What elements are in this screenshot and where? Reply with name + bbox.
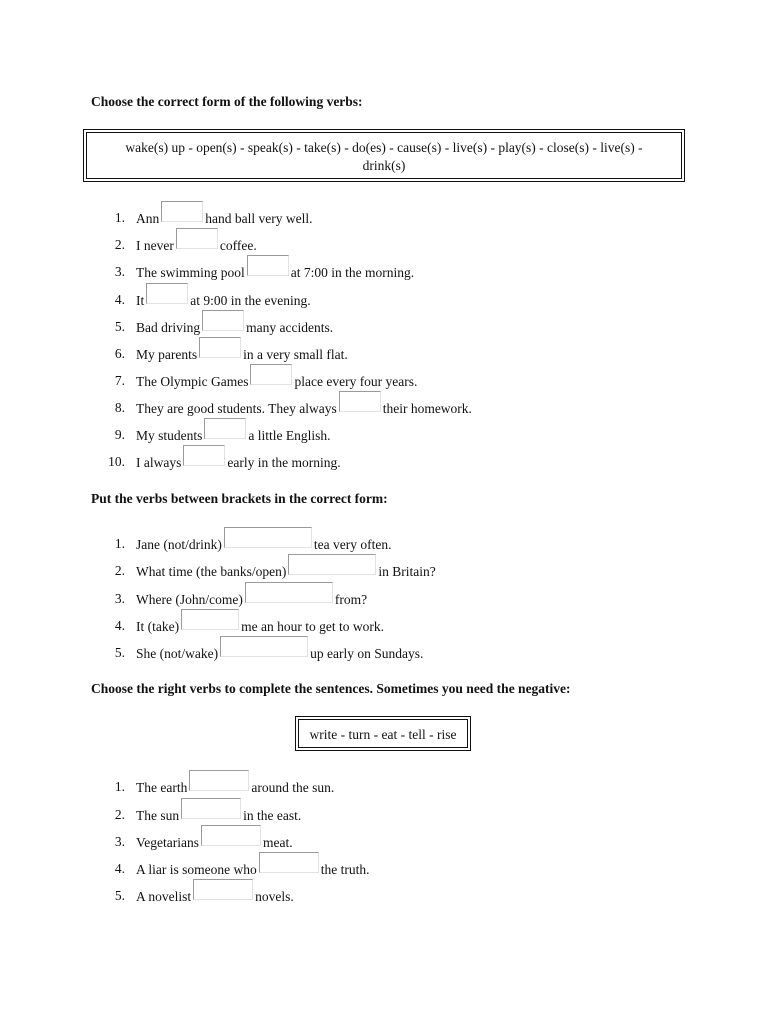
item-before: The swimming pool bbox=[136, 265, 245, 280]
item-before: Vegetarians bbox=[136, 835, 199, 850]
answer-input[interactable] bbox=[245, 582, 333, 603]
answer-input[interactable] bbox=[339, 391, 381, 412]
item-text bbox=[136, 534, 391, 555]
item-after: around the sun. bbox=[251, 780, 335, 795]
item-before: Where (John/come) bbox=[136, 592, 243, 607]
item-text bbox=[136, 452, 341, 473]
item-after: many accidents. bbox=[246, 320, 334, 335]
item-number: 2. bbox=[114, 237, 125, 252]
item-number: 6. bbox=[114, 346, 125, 361]
answer-input[interactable] bbox=[161, 201, 203, 222]
word-bank-box bbox=[295, 716, 471, 751]
word-bank-line: write - turn - eat - tell - rise bbox=[309, 727, 457, 742]
item-number: 9. bbox=[114, 427, 125, 442]
answer-input[interactable] bbox=[181, 798, 241, 819]
item-after: up early on Sundays. bbox=[310, 646, 424, 661]
item-text bbox=[136, 425, 331, 446]
item-number: 5. bbox=[114, 645, 125, 660]
item-before: A liar is someone who bbox=[136, 862, 257, 877]
item-number: 3. bbox=[114, 591, 125, 606]
item-number: 3. bbox=[114, 834, 125, 849]
answer-input[interactable] bbox=[250, 364, 292, 385]
item-after: tea very often. bbox=[313, 537, 392, 552]
item-text bbox=[136, 235, 257, 256]
item-text bbox=[136, 371, 417, 392]
item-number: 5. bbox=[114, 888, 125, 903]
item-before: A novelist bbox=[136, 889, 192, 904]
answer-input[interactable] bbox=[220, 636, 308, 657]
answer-input[interactable] bbox=[288, 554, 376, 575]
item-before: I never bbox=[136, 238, 174, 253]
item-before: I always bbox=[136, 455, 182, 470]
word-bank-box bbox=[83, 129, 685, 182]
item-after: in a very small flat. bbox=[243, 347, 348, 362]
item-number: 4. bbox=[114, 861, 125, 876]
item-number: 4. bbox=[114, 292, 125, 307]
item-text bbox=[136, 561, 436, 582]
item-text bbox=[136, 344, 348, 365]
item-after: early in the morning. bbox=[227, 455, 341, 470]
item-after: meat. bbox=[262, 835, 293, 850]
item-number: 2. bbox=[114, 563, 125, 578]
item-after: in Britain? bbox=[378, 564, 436, 579]
item-before: The sun bbox=[136, 808, 180, 823]
answer-input[interactable] bbox=[224, 527, 312, 548]
item-text bbox=[136, 317, 333, 338]
word-bank-inner bbox=[298, 719, 468, 748]
answer-input[interactable] bbox=[183, 445, 225, 466]
item-after: the truth. bbox=[320, 862, 370, 877]
item-number: 8. bbox=[114, 400, 125, 415]
item-number: 4. bbox=[114, 618, 125, 633]
item-after: in the east. bbox=[243, 808, 302, 823]
item-after: coffee. bbox=[219, 238, 257, 253]
item-after: place every four years. bbox=[294, 374, 418, 389]
answer-input[interactable] bbox=[181, 609, 239, 630]
item-text bbox=[136, 589, 367, 610]
answer-input[interactable] bbox=[189, 770, 249, 791]
item-before: The earth bbox=[136, 780, 188, 795]
item-after: their homework. bbox=[382, 401, 472, 416]
section3-heading: Choose the right verbs to complete the sentences. Sometimes you need the negative: bbox=[91, 681, 571, 696]
item-text bbox=[136, 832, 293, 853]
item-text bbox=[136, 208, 312, 229]
item-before: Ann bbox=[136, 211, 160, 226]
word-bank-inner bbox=[86, 132, 682, 179]
item-number: 1. bbox=[114, 536, 125, 551]
item-after: hand ball very well. bbox=[205, 211, 313, 226]
item-number: 3. bbox=[114, 264, 125, 279]
item-text bbox=[136, 777, 334, 798]
word-bank-line: wake(s) up - open(s) - speak(s) - take(s) - do(es) - cause(s) - live(s) - play(s) - close(s) - live(s) - bbox=[125, 140, 643, 155]
item-before: My students bbox=[136, 428, 203, 443]
answer-input[interactable] bbox=[247, 255, 289, 276]
item-after: me an hour to get to work. bbox=[241, 619, 384, 634]
item-after: novels. bbox=[255, 889, 294, 904]
item-number: 10. bbox=[108, 454, 125, 469]
item-text bbox=[136, 398, 472, 419]
answer-input[interactable] bbox=[199, 337, 241, 358]
item-text bbox=[136, 886, 294, 907]
item-number: 1. bbox=[114, 210, 125, 225]
word-bank-line: drink(s) bbox=[362, 158, 406, 173]
item-before: Jane (not/drink) bbox=[136, 537, 222, 552]
answer-input[interactable] bbox=[176, 228, 218, 249]
item-before: Bad driving bbox=[136, 320, 201, 335]
answer-input[interactable] bbox=[204, 418, 246, 439]
item-before: It bbox=[136, 293, 145, 308]
item-text bbox=[136, 643, 423, 664]
item-text bbox=[136, 859, 370, 880]
section2-heading: Put the verbs between brackets in the correct form: bbox=[91, 491, 388, 506]
item-before: She (not/wake) bbox=[136, 646, 219, 661]
section1-heading: Choose the correct form of the following verbs: bbox=[91, 94, 363, 109]
item-number: 5. bbox=[114, 319, 125, 334]
answer-input[interactable] bbox=[259, 852, 319, 873]
answer-input[interactable] bbox=[201, 825, 261, 846]
item-after: at 7:00 in the morning. bbox=[290, 265, 415, 280]
item-before: My parents bbox=[136, 347, 198, 362]
item-after: at 9:00 in the evening. bbox=[190, 293, 311, 308]
item-number: 2. bbox=[114, 807, 125, 822]
item-text bbox=[136, 290, 311, 311]
answer-input[interactable] bbox=[202, 310, 244, 331]
item-number: 7. bbox=[114, 373, 125, 388]
item-text bbox=[136, 616, 384, 637]
item-after: a little English. bbox=[248, 428, 331, 443]
item-after: from? bbox=[334, 592, 368, 607]
item-before: The Olympic Games bbox=[136, 374, 249, 389]
item-before: They are good students. They always bbox=[136, 401, 337, 416]
answer-input[interactable] bbox=[193, 879, 253, 900]
item-before: It (take) bbox=[136, 619, 180, 634]
item-text bbox=[136, 805, 301, 826]
item-before: What time (the banks/open) bbox=[136, 564, 287, 579]
item-text bbox=[136, 262, 414, 283]
answer-input[interactable] bbox=[146, 283, 188, 304]
item-number: 1. bbox=[114, 779, 125, 794]
